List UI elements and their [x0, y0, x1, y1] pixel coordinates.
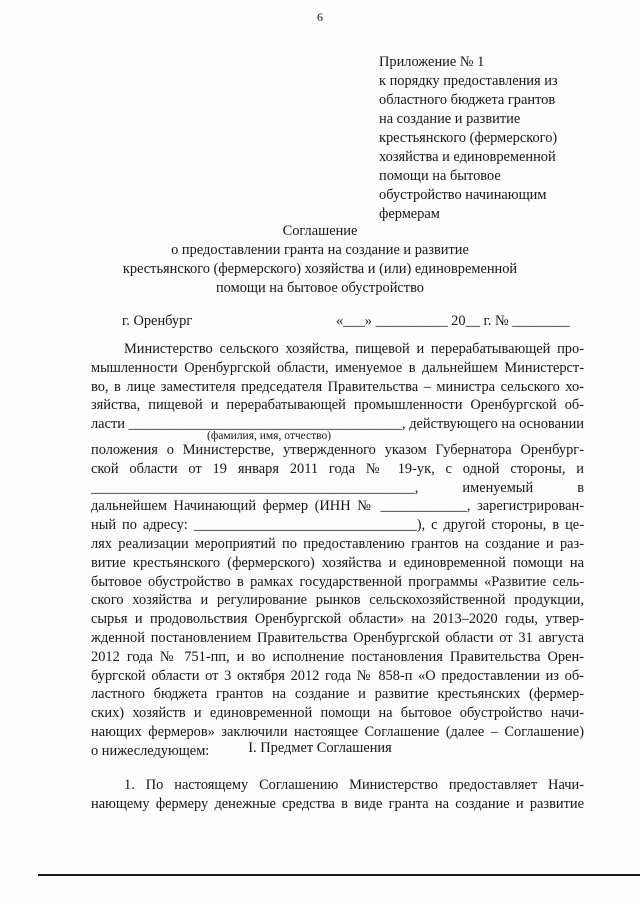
section-heading: I. Предмет Соглашения [248, 740, 392, 756]
paragraph-subject [91, 776, 584, 814]
page-number: 6 [317, 10, 323, 24]
appendix-line: Приложение № 1 [379, 54, 485, 70]
text-line: нающему фермеру денежные средства в виде гранта на создание и развитие [91, 795, 584, 812]
bottom-rule [38, 874, 640, 876]
text-line: бытовое обустройство в рамках государственной программы «Развитие сель- [91, 573, 584, 590]
appendix-line: областного бюджета грантов [379, 92, 556, 108]
text-line: ный по адресу: _______________________________), с другой стороны, в це- [91, 517, 584, 534]
date-number-line: «___» __________ 20__ г. № ________ [336, 313, 570, 329]
text-line: витие крестьянского (фермерского) хозяйства и единовременной помощи на [91, 554, 584, 571]
appendix-line: к порядку предоставления из [379, 73, 558, 89]
text-line: бургской области от 3 октября 2012 года № 858-п «О предоставлении из об- [91, 667, 584, 684]
text-line: 2012 года № 751-пп, и во исполнение постановления Правительства Орен- [91, 648, 584, 665]
text-line: 1. По настоящему Соглашению Министерство предоставляет Начи- [124, 777, 584, 793]
title-line: Соглашение [282, 223, 358, 239]
text-line: ского хозяйства и регулирование рынков сельскохозяйственной продукции, [91, 592, 584, 609]
appendix-line: обустройство начинающим [379, 187, 547, 203]
place-of-signing: г. Оренбург [122, 313, 193, 329]
title-line: крестьянского (фермерского) хозяйства и (или) единовременной [122, 261, 518, 277]
appendix-block [379, 53, 558, 224]
text-line: нающих фермеров» заключили настоящее Соглашение (далее – Соглашение) [91, 723, 584, 740]
text-line: ской области от 19 января 2011 года № 19-ук, с одной стороны, и [91, 460, 584, 477]
text-line: Министерство сельского хозяйства, пищевой и перерабатывающей про- [124, 341, 584, 357]
text-line: о нижеследующем: [91, 742, 210, 759]
appendix-line: фермерам [379, 206, 440, 222]
fio-caption: (фамилия, имя, отчество) [207, 430, 332, 442]
text-line: дальнейшем Начинающий фермер (ИНН № ____________, зарегистрирован- [91, 498, 584, 515]
agreement-title [0, 222, 640, 298]
text-line: лях реализации мероприятий по предоставлению грантов на создание и раз- [91, 535, 584, 552]
text-line: ских) хозяйств и единовременной помощи на бытовое обустройство начи- [91, 705, 584, 722]
title-line: помощи на бытовое обустройство [215, 280, 424, 296]
text-line: ласти ______________________________________, действующего на основании [91, 416, 584, 433]
paragraph-parties-ministry [91, 340, 584, 434]
appendix-line: крестьянского (фермерского) [379, 130, 558, 146]
text-line: мышленности Оренбургской области, именуемое в дальнейшем Министерст- [91, 359, 584, 376]
text-line: положения о Министерстве, утвержденного указом Губернатора Оренбург- [91, 442, 584, 458]
appendix-line: помощи на бытовое [379, 168, 501, 184]
text-line: _____________________________________________, именуемый в [91, 479, 584, 496]
appendix-line: на создание и развитие [379, 111, 521, 127]
text-line: во, в лице заместителя председателя Правительства – министра сельского хо- [91, 378, 584, 395]
text-line: зяйства, пищевой и перерабатывающей промышленности Оренбургской об- [91, 397, 584, 414]
text-line: сырья и продовольствия Оренбургской области» на 2013–2020 годы, утвер- [91, 611, 584, 628]
text-line: жденной постановлением Правительства Оренбургской области от 31 августа [91, 629, 584, 646]
appendix-line: хозяйства и единовременной [379, 149, 556, 165]
title-line: о предоставлении гранта на создание и развитие [171, 242, 469, 258]
paragraph-parties-farmer [91, 441, 584, 761]
text-line: ластного бюджета грантов на создание и развитие крестьянских (фермер- [91, 686, 584, 703]
